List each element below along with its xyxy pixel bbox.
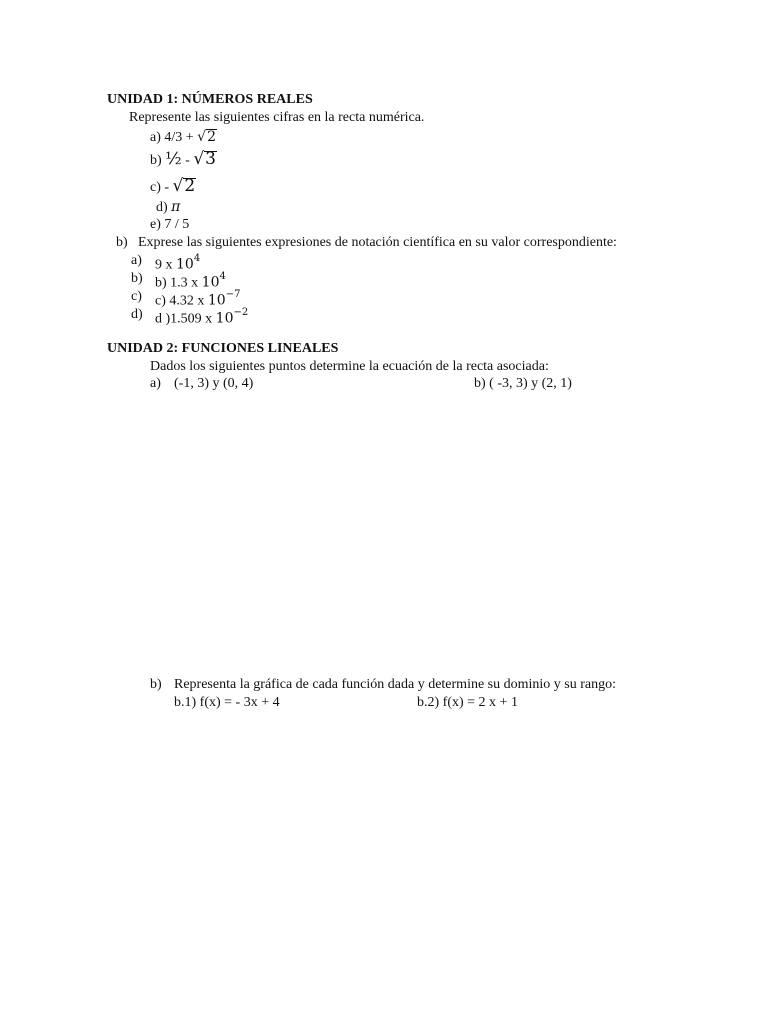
sci-item-c-base: 10 (207, 292, 226, 309)
item-b-radicand: 3 (205, 149, 216, 169)
item-a-label: a) 4/3 + (150, 130, 198, 145)
sci-item-d-exp: −2 (233, 307, 249, 318)
sci-item-c-exp: −7 (225, 289, 241, 300)
sci-item-b-base: 10 (201, 274, 220, 291)
item-b-half: ½ (165, 149, 182, 169)
unit1-partb-instruction: Exprese las siguientes expresiones de notación científica en su valor correspondiente: (138, 235, 617, 250)
points-a-marker: a) (150, 376, 161, 391)
item-b-minus: - (181, 153, 194, 168)
points-a: (-1, 3) y (0, 4) (174, 376, 254, 391)
unit2-instruction: Dados los siguientes puntos determine la ecuación de la recta asociada: (150, 359, 549, 374)
item-a-radicand: 2 (207, 129, 217, 145)
sqrt-symbol: √ (193, 149, 205, 169)
unit1-title: UNIDAD 1: NÚMEROS REALES (107, 92, 313, 107)
sqrt-symbol: √ (197, 129, 207, 145)
sci-item-b-exp: 4 (219, 271, 226, 282)
sci-item-c-marker: c) (131, 289, 142, 304)
item-d-label: d) (156, 200, 172, 215)
sci-item-d-text: d )1.509 x (155, 311, 216, 327)
sqrt-symbol: √ (172, 176, 184, 196)
unit1-instruction: Represente las siguientes cifras en la recta numérica. (129, 110, 425, 125)
sci-item-d (155, 306, 248, 329)
sci-item-b-text: b) 1.3 x (155, 275, 202, 291)
function-b2: b.2) f(x) = 2 x + 1 (417, 695, 518, 710)
unit1-partb-marker: b) (116, 235, 128, 250)
sci-item-a-text: 9 x (155, 257, 176, 273)
unit1-item-b (150, 150, 217, 170)
unit1-item-e: e) 7 / 5 (150, 217, 190, 232)
sci-item-d-marker: d) (131, 307, 143, 322)
item-c-radicand: 2 (184, 176, 196, 196)
sci-item-a-base: 10 (176, 256, 194, 273)
sci-item-b-marker: b) (131, 271, 143, 286)
sci-item-c-text: c) 4.32 x (155, 293, 208, 309)
sci-item-a-exp: 4 (193, 253, 201, 264)
unit2-partb-marker: b) (150, 677, 162, 692)
unit1-item-c (150, 177, 196, 197)
item-c-label: c) - (150, 180, 173, 195)
unit1-item-a (150, 128, 217, 147)
item-b-label: b) (150, 153, 166, 168)
unit2-partb-instruction: Representa la gráfica de cada función dada y determine su dominio y su rango: (174, 677, 617, 692)
pi-symbol: π (171, 199, 181, 215)
unit1-item-d (156, 198, 180, 217)
points-b: b) ( -3, 3) y (2, 1) (474, 376, 572, 391)
sci-item-d-base: 10 (215, 310, 234, 327)
function-b1: b.1) f(x) = - 3x + 4 (174, 695, 280, 710)
sci-item-a-marker: a) (131, 253, 142, 268)
unit2-title: UNIDAD 2: FUNCIONES LINEALES (107, 341, 339, 356)
